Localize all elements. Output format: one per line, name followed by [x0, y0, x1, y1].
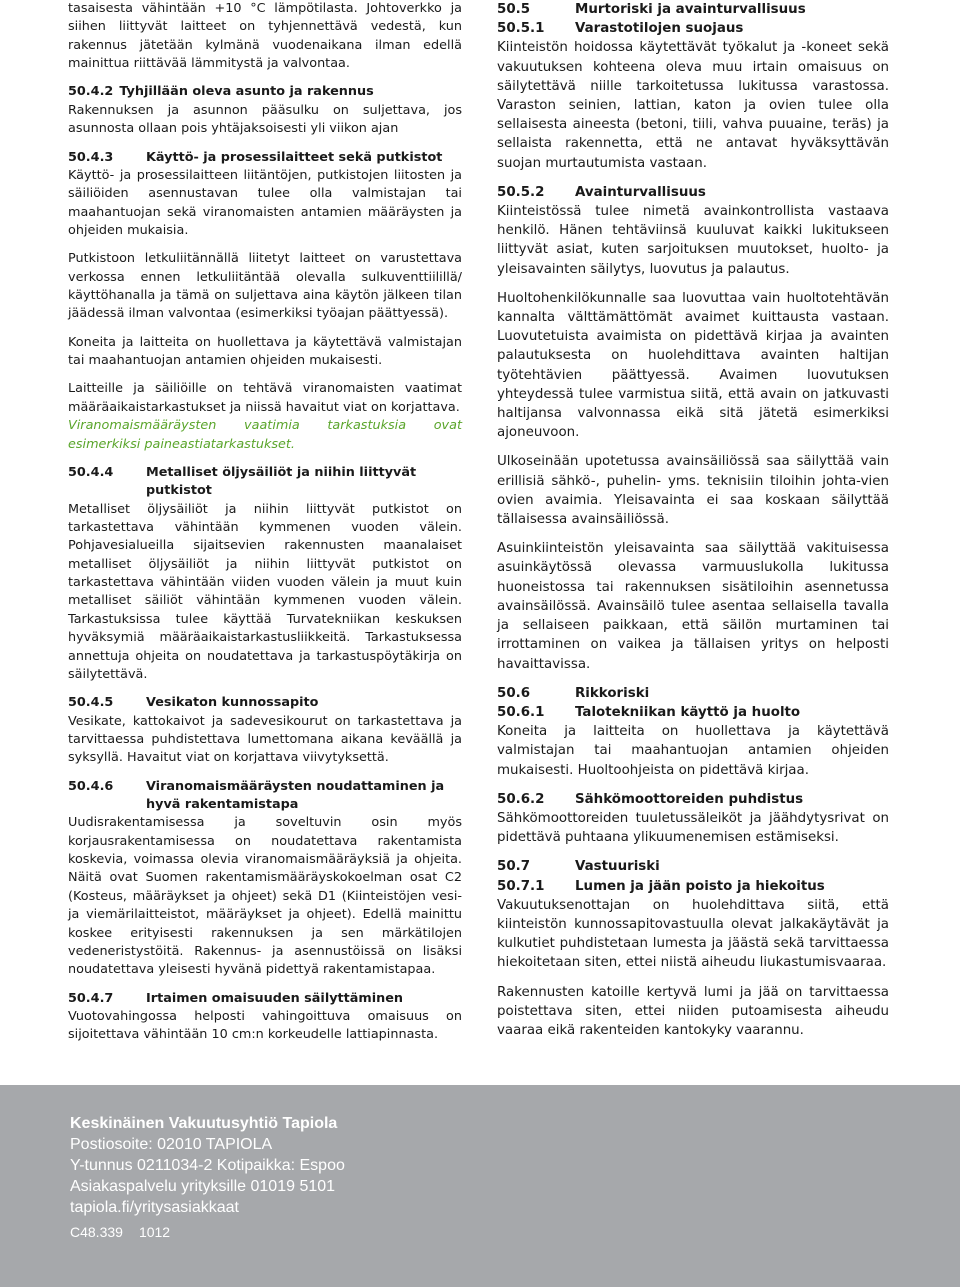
section-text: Huoltohenkilökunnalle saa luovuttaa vain huoltotehtävän kannalta välttämättömät avaimet kuittausta vastaan. Luovutetuista avaimista on pidettävä kirjaa ja avainten palautuksesta on huolehdittava avainten haltijan työtehtävien päättyessä. Avaimen luovutuksen yhteydessä tulee varmistua siitä, että avain on jatkuvasti haltijansa valvonnassa eikä sitä jätetä esimerkiksi ajoneuvoon.	[497, 290, 889, 441]
section-heading-50-6	[497, 684, 889, 703]
section-text: Käyttö- ja prosessilaitteen liitäntöjen, putkistojen liitosten ja säiliöiden asennustavan tulee olla valmistajan tai maahantuojan sekä viranomaisten antamien määräysten ja ohjeiden mukaisia.	[68, 167, 462, 238]
section-title: Irtaimen omaisuuden säilyttäminen	[146, 990, 404, 1006]
section-heading-50-5	[497, 0, 889, 19]
section-title: Vastuuriski	[575, 859, 660, 875]
section-number: 50.7	[497, 859, 531, 875]
section-50-4-5	[68, 694, 462, 767]
section-heading-50-7	[497, 857, 889, 876]
footer	[0, 1085, 960, 1287]
section-50-6-2	[497, 790, 889, 848]
green-note: Viranomaismääräysten vaatimia tarkastuksia ovat esimerkiksi paineastiatarkastukset.	[68, 418, 462, 452]
section-heading	[497, 703, 889, 722]
section-50-5-2	[497, 183, 889, 674]
section-text: Asuinkiinteistön yleisavainta saa säilyttää vakituisessa asuinkäytössä olevassa varmuuslukolla lukitussa huoneistossa tai rakennuksen sisätiloihin asennetussa avainsäilössä. Avainsäilö tulee asentaa sellaisella tavalla ja sellaiseen paikkaan, että säilön murtaminen tai irrottaminen on vaikea ja tällaisen yritys on helposti havaittavissa.	[497, 541, 889, 672]
section-50-4-3	[68, 149, 462, 454]
section-50-6-1	[497, 703, 889, 780]
footer-web-link[interactable]: tapiola.fi/yritysasiakkaat	[70, 1199, 239, 1216]
section-number: 50.5.2	[497, 184, 545, 200]
left-column	[68, 0, 462, 1055]
section-title: Talotekniikan käyttö ja huolto	[575, 704, 801, 720]
section-number: 50.4.6	[68, 778, 114, 794]
section-50-5-1	[497, 19, 889, 173]
intro-paragraph: tasaisesta vähintään +10 °C lämpötilasta. Johtoverkko ja siihen liittyvät laitteet on tyhjennettävä vedestä, kun rakennus jätetään kylmänä vuodenaikana ilman edellä mainittua riittävää lämmitystä ja valvontaa.	[68, 1, 462, 72]
section-number: 50.4.2	[68, 84, 114, 100]
section-text: Vakuutuksenottajan on huolehdittava siitä, että kiinteistön kunnossapitovastuulla olevat jalkakäytävät ja kulkutiet puhdistetaan lumesta ja jäästä sekä tarvittaessa hiekoitetaan siten, ettei niistä aiheudu liukastumisvaaraa.	[497, 897, 889, 971]
section-title: Rikkoriski	[575, 685, 650, 701]
section-title: Viranomaismääräysten noudattaminen ja hyvä rakentamistapa	[146, 778, 445, 813]
section-title: Käyttö- ja prosessilaitteet sekä putkistot	[146, 149, 443, 165]
section-number: 50.4.4	[68, 464, 114, 480]
footer-ids: Y-tunnus 0211034-2 Kotipaikka: Espoo	[70, 1157, 345, 1174]
right-column	[497, 0, 889, 1050]
section-title: Varastotilojen suojaus	[575, 21, 744, 37]
section-heading	[68, 778, 462, 815]
footer-company: Keskinäinen Vakuutusyhtiö Tapiola	[70, 1115, 338, 1132]
section-heading	[68, 149, 462, 167]
section-text: Vesikate, kattokaivot ja sadevesikourut on tarkastettava ja tarvittaessa puhdistettava lumettomana aikana keväällä ja syksyllä. Havaitut viat on korjattava viivytyksettä.	[68, 713, 462, 766]
section-number: 50.6.1	[497, 704, 545, 720]
section-heading	[68, 83, 462, 101]
section-number: 50.4.7	[68, 990, 114, 1006]
section-text: Uudisrakentamisessa ja soveltuvin osin myös korjausrakentamisessa on noudatettava rakentamista koskevia, voimassa olevia viranomaismääräyksiä ja ohjeita. Näitä ovat Suomen rakentamismääräyskokoelman osat C2 (Kosteus, määräykset ja ohjeet) sekä D1 (Kiinteistöjen vesi- ja viemärilaitteistot, määräykset ja ohjeet). Edellä mainittu koskee erityisesti rakennuksen ja sen märkätilojen vedeneristystöitä. Rakennus- ja asennustöissä on lisäksi noudatettava yleisesti hyvänä pidettyä rakentamistapaa.	[68, 815, 462, 978]
section-heading	[68, 694, 462, 712]
footer-service: Asiakaspalvelu yrityksille 01019 5101	[70, 1178, 336, 1195]
section-text: Koneita ja laitteita on huollettava ja käytettävä valmistajan tai maahantuojan antamien ohjeiden mukaisesti.	[68, 334, 462, 369]
section-heading	[497, 19, 889, 38]
section-title: Sähkömoottoreiden puhdistus	[575, 791, 804, 807]
section-title: Vesikaton kunnossapito	[146, 695, 319, 711]
section-heading	[497, 183, 889, 202]
section-50-4-4	[68, 464, 462, 684]
section-heading	[497, 790, 889, 809]
section-50-4-6	[68, 778, 462, 980]
section-number: 50.7.1	[497, 878, 545, 894]
section-number: 50.5	[497, 2, 531, 17]
section-text: Metalliset öljysäiliöt ja niihin liittyvät putkistot on tarkastettava vähintään kymmenen vuoden välein. Pohjavesialueilla sijaitsevien rakennusten maanalaiset metalliset öljysäiliöt ja niihin liittyvät putkistot on tarkastettava vähintään viiden vuoden välein ja muut kuin metalliset säiliöt vähintään kymmenen vuoden välein. Tarkastuksissa tulee käyttää Turvatekniikan keskuksen hyväksymiä määräaikaistarkastusliikkeitä. Tarkastuksessa annettuja ohjeita on noudatettava ja tarkastuspöytäkirja on säilytettävä.	[68, 501, 462, 682]
footer-address: Postiosoite: 02010 TAPIOLA	[70, 1136, 273, 1153]
section-title: Tyhjillään oleva asunto ja rakennus	[119, 84, 374, 100]
section-number: 50.4.3	[68, 149, 114, 165]
section-number: 50.4.5	[68, 695, 114, 711]
section-text: Kiinteistön hoidossa käytettävät työkalut ja -koneet sekä vakuutuksen kohteena oleva muu irtain omaisuus on säilytettävä niille tarkoitetussa lukitussa varastossa. Varaston seinien, lattian, katon ja ovien tulee olla sellaisesta aineesta (betoni, tiili, vahva puuaine, teräs) ja sellaista rakennetta, että ne antavat hyväksyttävän suojan murtautumista vastaan.	[497, 40, 889, 171]
section-text: Sähkömoottoreiden tuuletussäleiköt ja jäähdytysrivat on pidettävä puhtaana ylikuumenemisen estämiseksi.	[497, 810, 889, 846]
section-title: Lumen ja jään poisto ja hiekoitus	[575, 878, 825, 894]
section-number: 50.6	[497, 685, 531, 701]
section-text: Kiinteistössä tulee nimetä avainkontrollista vastaava henkilö. Hänen tehtäviinsä kuuluvat kaikki lukitukseen liittyvät asiat, kuten sarjoituksen muutokset, huolto- ja yleisavainten säilytys, luovutus ja palautus.	[497, 204, 889, 277]
section-text: Ulkoseinään upotetussa avainsäiliössä saa säilyttää vain erillisiä sähkö-, puhelin- yms. teknisiin tiloihin johta-vien ovien avaimia. Yleisavainta ei saa koskaan säilyttää tällaisessa avainsäiliössä.	[497, 454, 889, 528]
section-title: Avainturvallisuus	[575, 184, 706, 200]
section-text: Putkistoon letkuliitännällä liitetyt laitteet on varustettava verkossa ennen letkuliitäntää olevalla sulkuventtiilillä/ käyttöhanalla ja tämä on suljettava aina käytön jälkeen tilan jäädessä ilman valvontaa (esimerkiksi työajan päättyessä).	[68, 251, 462, 322]
section-50-4-2	[68, 83, 462, 138]
section-title: Murtoriski ja avainturvallisuus	[575, 2, 806, 17]
section-heading	[68, 990, 462, 1008]
section-title: Metalliset öljysäiliöt ja niihin liittyvät putkistot	[146, 464, 417, 499]
section-text: Koneita ja laitteita on huollettava ja käytettävä valmistajan tai maahantuojan antamien ohjeiden mukaisesti. Huoltoohjeista on pidettävä kirjaa.	[497, 724, 889, 778]
section-50-7-1	[497, 877, 889, 1041]
section-heading	[497, 877, 889, 896]
section-50-4-7	[68, 990, 462, 1045]
section-text: Rakennusten katoille kertyvä lumi ja jää on tarvittaessa poistettava siten, ettei niiden putoamisesta aiheudu vaaraa eikä rakenteiden kantokyky vaarannu.	[497, 984, 889, 1038]
doc-code: C48.339	[70, 1224, 123, 1240]
section-text: Rakennuksen ja asunnon pääsulku on suljettava, jos asunnosta ollaan pois yhtäjaksoisesti yli viikon ajan	[68, 102, 462, 137]
doc-version: 1012	[138, 1224, 171, 1240]
section-text: Laitteille ja säiliöille on tehtävä viranomaisten vaatimat määräaikaistarkastukset ja niissä havaitut viat on korjattava.	[68, 381, 462, 415]
section-heading	[68, 464, 462, 501]
footer-doc-code	[70, 1224, 170, 1240]
section-number: 50.5.1	[497, 21, 545, 37]
footer-contact	[70, 1113, 345, 1218]
section-text: Vuotovahingossa helposti vahingoittuva omaisuus on sijoitettava vähintään 10 cm:n korkeudelle lattiapinnasta.	[68, 1008, 462, 1043]
section-number: 50.6.2	[497, 791, 545, 807]
